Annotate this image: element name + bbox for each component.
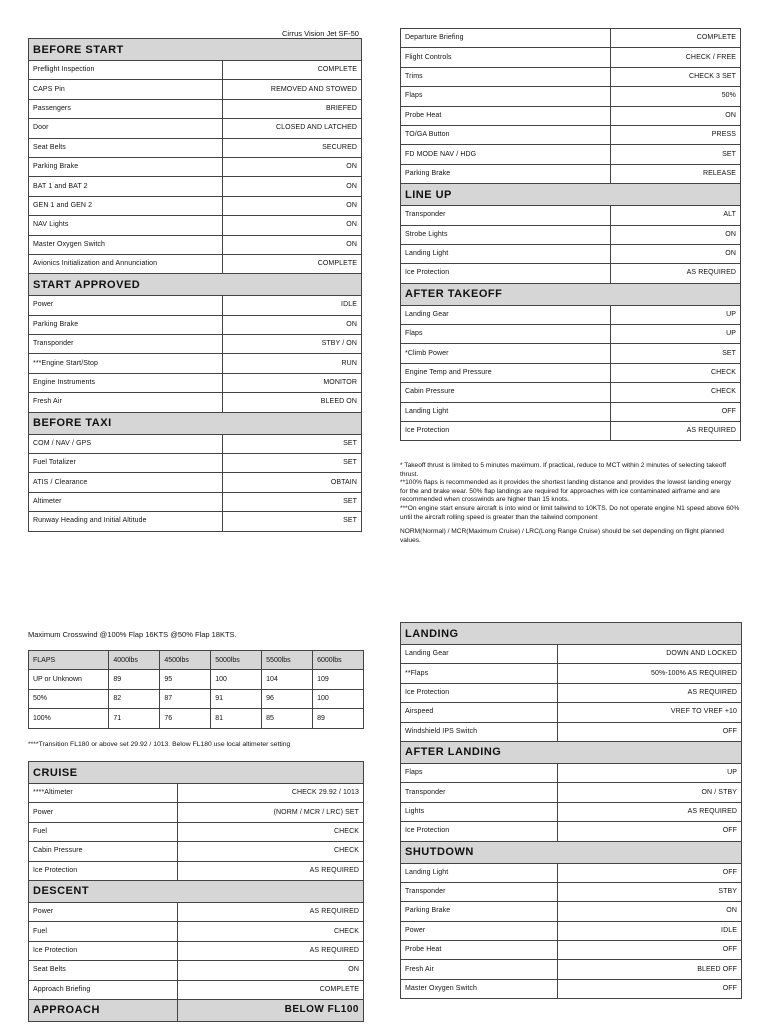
section-title: BEFORE TAXI: [29, 412, 362, 434]
checklist-row: [401, 344, 741, 363]
checklist-row: [29, 512, 362, 531]
section-header: [29, 880, 364, 902]
checklist-row: [401, 979, 742, 998]
checklist-item-value: OFF: [558, 979, 742, 998]
checklist-row: [29, 454, 362, 473]
section-start-approved: [29, 274, 362, 412]
checklist-item-value: COMPLETE: [223, 254, 362, 273]
checklist-item-label: Airspeed: [401, 703, 558, 722]
checklist-row: [401, 422, 741, 441]
checklist-row: [29, 335, 362, 354]
checklist-left-top: [28, 38, 362, 532]
crosswind-cell: 104: [262, 670, 313, 689]
checklist-row: [401, 664, 742, 683]
checklist-row: [401, 29, 741, 48]
checklist-item-label: Probe Heat: [401, 941, 558, 960]
section-after-takeoff: [401, 283, 741, 441]
checklist-item-value: AS REQUIRED: [178, 941, 364, 960]
checklist-item-label: FD MODE NAV / HDG: [401, 145, 611, 164]
checklist-item-value: SET: [223, 454, 362, 473]
checklist-row: [401, 683, 742, 702]
checklist-item-value: IDLE: [558, 921, 742, 940]
checklist-row: [401, 902, 742, 921]
checklist-item-label: Ice Protection: [29, 941, 178, 960]
crosswind-row: [29, 689, 364, 708]
checklist-row: [401, 363, 741, 382]
checklist-item-value: UP: [558, 763, 742, 782]
checklist-item-label: Ice Protection: [401, 422, 611, 441]
section-header: [401, 841, 742, 863]
checklist-item-value: AS REQUIRED: [178, 861, 364, 880]
checklist-item-label: Ice Protection: [401, 264, 611, 283]
checklist-item-value: OFF: [558, 863, 742, 882]
checklist-row: [29, 196, 362, 215]
checklist-row: [29, 61, 362, 80]
checklist-item-label: Avionics Initialization and Annunciation: [29, 254, 223, 273]
checklist-item-label: Fuel Totalizer: [29, 454, 223, 473]
note-engine-start: ***On engine start ensure aircraft is into wind or limit tailwind to 10KTS. Do not operate engine N1 speed above 60% until the aircraft rolling speed is greater than the tailwind component: [400, 504, 740, 521]
crosswind-header: 6000lbs: [313, 651, 364, 670]
checklist-item-label: Cabin Pressure: [29, 842, 178, 861]
checklist-row: [401, 305, 741, 324]
checklist-row: [29, 393, 362, 412]
checklist-item-label: Passengers: [29, 99, 223, 118]
checklist-item-value: OFF: [611, 402, 741, 421]
checklist-item-value: REMOVED AND STOWED: [223, 80, 362, 99]
checklist-row: [29, 177, 362, 196]
checklist-row: [401, 225, 741, 244]
checklist-row: [29, 315, 362, 334]
checklist-item-label: Fuel: [29, 922, 178, 941]
crosswind-caption: Maximum Crosswind @100% Flap 16KTS @50% Flap 18KTS.: [28, 630, 237, 639]
checklist-item-value: AS REQUIRED: [611, 422, 741, 441]
checklist-item-label: Parking Brake: [29, 315, 223, 334]
checklist-row: [29, 80, 362, 99]
checklist-item-label: Landing Light: [401, 244, 611, 263]
checklist-row: [401, 402, 741, 421]
crosswind-table: [28, 650, 364, 729]
checklist-item-label: Engine Instruments: [29, 373, 223, 392]
checklist-item-value: IDLE: [223, 296, 362, 315]
checklist-item-label: Probe Heat: [401, 106, 611, 125]
checklist-row: [29, 354, 362, 373]
checklist-item-value: SECURED: [223, 138, 362, 157]
checklist-item-label: CAPS Pin: [29, 80, 223, 99]
crosswind-cell: UP or Unknown: [29, 670, 109, 689]
section-shutdown: [401, 841, 742, 999]
checklist-item-value: (NORM / MCR / LRC) SET: [178, 803, 364, 822]
checklist-row: [401, 941, 742, 960]
checklist-item-label: Transponder: [401, 206, 611, 225]
section-title: LINE UP: [401, 184, 741, 206]
checklist-item-value: AS REQUIRED: [178, 902, 364, 921]
section-title: SHUTDOWN: [401, 841, 742, 863]
checklist-item-value: ON: [611, 106, 741, 125]
checklist-row: [401, 48, 741, 67]
checklist-item-label: Master Oxygen Switch: [401, 979, 558, 998]
checklist-row: [401, 125, 741, 144]
checklist-item-label: TO/GA Button: [401, 125, 611, 144]
section-line-up: [401, 184, 741, 284]
checklist-item-value: AS REQUIRED: [558, 802, 742, 821]
checklist-item-label: ***Engine Start/Stop: [29, 354, 223, 373]
checklist-item-label: Landing Gear: [401, 645, 558, 664]
crosswind-cell: 85: [262, 709, 313, 728]
section-landing: [401, 623, 742, 742]
checklist-row: [401, 244, 741, 263]
checklist-left-bottom: [28, 761, 364, 1022]
section-title: START APPROVED: [29, 274, 362, 296]
checklist-item-label: NAV Lights: [29, 216, 223, 235]
checklist-row: [401, 921, 742, 940]
crosswind-cell: 100%: [29, 709, 109, 728]
checklist-item-value: SET: [611, 344, 741, 363]
checklist-item-value: AS REQUIRED: [558, 683, 742, 702]
checklist-item-label: Flaps: [401, 763, 558, 782]
checklist-row: [29, 373, 362, 392]
checklist-item-value: CHECK 29.92 / 1013: [178, 784, 364, 803]
checklist-row: [401, 645, 742, 664]
checklist-item-value: COMPLETE: [178, 980, 364, 999]
checklist-item-label: GEN 1 and GEN 2: [29, 196, 223, 215]
section-header: [29, 274, 362, 296]
checklist-item-value: ON: [223, 177, 362, 196]
checklist-item-label: Flaps: [401, 325, 611, 344]
section-title: LANDING: [401, 623, 742, 645]
section-title: AFTER TAKEOFF: [401, 283, 741, 305]
checklist-item-label: Lights: [401, 802, 558, 821]
section-header-approach: [29, 999, 364, 1021]
checklist-item-label: ****Altimeter: [29, 784, 178, 803]
section-title: DESCENT: [29, 880, 364, 902]
checklist-item-label: Transponder: [29, 335, 223, 354]
note-takeoff-thrust: * Takeoff thrust is limited to 5 minutes maximum. If practical, reduce to MCT within 2 minutes of selecting takeoff thrust.: [400, 462, 727, 478]
checklist-item-label: Departure Briefing: [401, 29, 611, 48]
checklist-row: [29, 784, 364, 803]
checklist-row: [29, 138, 362, 157]
checklist-item-label: Parking Brake: [401, 902, 558, 921]
checklist-item-value: OFF: [558, 941, 742, 960]
checklist-item-label: Cabin Pressure: [401, 383, 611, 402]
checklist-item-value: CHECK: [178, 922, 364, 941]
checklist-item-label: Strobe Lights: [401, 225, 611, 244]
crosswind-header: 5500lbs: [262, 651, 313, 670]
checklist-item-value: RUN: [223, 354, 362, 373]
checklist-item-value: SET: [223, 434, 362, 453]
checklist-item-label: Fuel: [29, 822, 178, 841]
checklist-item-value: CHECK: [178, 842, 364, 861]
crosswind-cell: 82: [109, 689, 160, 708]
section-title: BEFORE START: [29, 39, 362, 61]
checklist-item-value: BRIEFED: [223, 99, 362, 118]
checklist-item-value: OFF: [558, 722, 742, 741]
checklist-item-label: Flight Controls: [401, 48, 611, 67]
crosswind-cell: 89: [313, 709, 364, 728]
checklist-item-label: Fresh Air: [29, 393, 223, 412]
checklist-row: [401, 106, 741, 125]
checklist-item-value: SET: [611, 145, 741, 164]
checklist-item-value: CHECK: [178, 822, 364, 841]
checklist-item-value: AS REQUIRED: [611, 264, 741, 283]
checklist-row: [29, 941, 364, 960]
checklist-item-value: ON: [611, 225, 741, 244]
checklist-row: [29, 842, 364, 861]
checklist-row: [29, 216, 362, 235]
crosswind-cell: 100: [211, 670, 262, 689]
checklist-item-value: ON / STBY: [558, 783, 742, 802]
checklist-item-label: **Flaps: [401, 664, 558, 683]
checklist-item-label: Runway Heading and Initial Altitude: [29, 512, 223, 531]
checklist-item-label: Power: [29, 902, 178, 921]
checklist-right-top: [400, 28, 741, 441]
section-header-value: BELOW FL100: [178, 999, 364, 1021]
checklist-row: [401, 882, 742, 901]
checklist-row: [401, 783, 742, 802]
crosswind-header: FLAPS: [29, 651, 109, 670]
checklist-row: [401, 802, 742, 821]
checklist-item-label: Parking Brake: [29, 157, 223, 176]
checklist-row: [29, 822, 364, 841]
checklist-row: [29, 473, 362, 492]
checklist-row: [29, 119, 362, 138]
checklist-item-value: OBTAIN: [223, 473, 362, 492]
checklist-row: [29, 980, 364, 999]
crosswind-cell: 100: [313, 689, 364, 708]
checklist-item-label: Altimeter: [29, 492, 223, 511]
section-before-takeoff: [401, 29, 741, 184]
checklist-row: [401, 822, 742, 841]
checklist-item-label: Windshield IPS Switch: [401, 722, 558, 741]
checklist-item-label: Landing Light: [401, 863, 558, 882]
checklist-item-value: OFF: [558, 822, 742, 841]
crosswind-cell: 95: [160, 670, 211, 689]
checklist-item-value: DOWN AND LOCKED: [558, 645, 742, 664]
footnotes: [400, 462, 740, 545]
section-header: [29, 762, 364, 784]
checklist-row: [29, 235, 362, 254]
crosswind-header: 4000lbs: [109, 651, 160, 670]
checklist-item-label: Ice Protection: [401, 683, 558, 702]
aircraft-title: Cirrus Vision Jet SF-50: [282, 29, 359, 38]
checklist-row: [401, 763, 742, 782]
checklist-item-value: SET: [223, 512, 362, 531]
section-title: CRUISE: [29, 762, 364, 784]
section-header: [29, 39, 362, 61]
section-title: APPROACH: [29, 999, 178, 1021]
crosswind-cell: 50%: [29, 689, 109, 708]
checklist-row: [401, 703, 742, 722]
checklist-item-label: Transponder: [401, 783, 558, 802]
checklist-item-label: Fresh Air: [401, 960, 558, 979]
checklist-item-value: ALT: [611, 206, 741, 225]
section-descent: [29, 880, 364, 999]
checklist-row: [401, 383, 741, 402]
crosswind-cell: 76: [160, 709, 211, 728]
checklist-item-label: *Climb Power: [401, 344, 611, 363]
checklist-item-value: UP: [611, 325, 741, 344]
checklist-item-value: CHECK / FREE: [611, 48, 741, 67]
checklist-item-value: ON: [558, 902, 742, 921]
checklist-row: [401, 67, 741, 86]
checklist-item-label: Door: [29, 119, 223, 138]
checklist-item-label: Ice Protection: [401, 822, 558, 841]
checklist-item-value: BLEED OFF: [558, 960, 742, 979]
checklist-item-label: ATIS / Clearance: [29, 473, 223, 492]
checklist-row: [29, 861, 364, 880]
checklist-row: [29, 434, 362, 453]
checklist-item-label: Seat Belts: [29, 961, 178, 980]
section-header: [401, 623, 742, 645]
checklist-item-value: CHECK: [611, 383, 741, 402]
checklist-item-value: STBY / ON: [223, 335, 362, 354]
crosswind-header: 5000lbs: [211, 651, 262, 670]
section-before-taxi: [29, 412, 362, 531]
checklist-row: [29, 99, 362, 118]
checklist-right-bottom: [400, 622, 742, 999]
checklist-item-label: Seat Belts: [29, 138, 223, 157]
crosswind-header: 4500lbs: [160, 651, 211, 670]
checklist-row: [401, 264, 741, 283]
checklist-item-value: 50%-100% AS REQUIRED: [558, 664, 742, 683]
checklist-item-label: COM / NAV / GPS: [29, 434, 223, 453]
section-cruise: [29, 762, 364, 881]
checklist-item-label: BAT 1 and BAT 2: [29, 177, 223, 196]
checklist-item-value: RELEASE: [611, 164, 741, 183]
checklist-item-value: ON: [223, 157, 362, 176]
section-header: [401, 184, 741, 206]
crosswind-cell: 91: [211, 689, 262, 708]
checklist-row: [29, 254, 362, 273]
crosswind-cell: 87: [160, 689, 211, 708]
checklist-item-value: ON: [178, 961, 364, 980]
checklist-item-label: Landing Gear: [401, 305, 611, 324]
checklist-item-label: Transponder: [401, 882, 558, 901]
checklist-item-value: PRESS: [611, 125, 741, 144]
checklist-item-value: ON: [223, 235, 362, 254]
checklist-item-value: SET: [223, 492, 362, 511]
checklist-item-label: Master Oxygen Switch: [29, 235, 223, 254]
checklist-item-label: Landing Light: [401, 402, 611, 421]
section-before-start: [29, 39, 362, 274]
note-flaps: **100% flaps is recommended as it provides the shortest landing distance and provides the lowest landing energy for the and brake wear. 50% flap landings are required for approaches with ice contaminated airframe and are recommended when crosswinds are higher than 15 knots.: [400, 479, 731, 504]
checklist-item-value: BLEED ON: [223, 393, 362, 412]
transition-note: ****Transition FL180 or above set 29.92 / 1013. Below FL180 use local altimeter setting: [28, 741, 291, 748]
checklist-item-label: Ice Protection: [29, 861, 178, 880]
checklist-row: [29, 157, 362, 176]
checklist-item-value: CHECK 3 SET: [611, 67, 741, 86]
checklist-row: [29, 902, 364, 921]
checklist-item-label: Approach Briefing: [29, 980, 178, 999]
checklist-item-label: Engine Temp and Pressure: [401, 363, 611, 382]
checklist-item-value: COMPLETE: [611, 29, 741, 48]
checklist-row: [401, 722, 742, 741]
section-header: [29, 412, 362, 434]
checklist-row: [401, 863, 742, 882]
checklist-item-value: VREF TO VREF +10: [558, 703, 742, 722]
checklist-row: [401, 206, 741, 225]
checklist-row: [401, 145, 741, 164]
checklist-item-value: MONITOR: [223, 373, 362, 392]
crosswind-cell: 96: [262, 689, 313, 708]
checklist-item-label: Flaps: [401, 87, 611, 106]
crosswind-cell: 71: [109, 709, 160, 728]
checklist-item-value: COMPLETE: [223, 61, 362, 80]
checklist-item-value: CHECK: [611, 363, 741, 382]
note-power-settings: NORM(Normal) / MCR(Maximum Cruise) / LRC(Long Range Cruise) should be set depending on flight planned values.: [400, 528, 724, 544]
section-title: AFTER LANDING: [401, 741, 742, 763]
checklist-item-value: ON: [223, 315, 362, 334]
checklist-row: [29, 961, 364, 980]
crosswind-row: [29, 670, 364, 689]
checklist-item-value: CLOSED AND LATCHED: [223, 119, 362, 138]
checklist-item-label: Power: [29, 296, 223, 315]
crosswind-header-row: [29, 651, 364, 670]
checklist-row: [401, 87, 741, 106]
checklist-item-value: STBY: [558, 882, 742, 901]
checklist-item-value: 50%: [611, 87, 741, 106]
crosswind-cell: 89: [109, 670, 160, 689]
checklist-item-value: ON: [223, 196, 362, 215]
checklist-item-label: Trims: [401, 67, 611, 86]
checklist-row: [29, 492, 362, 511]
checklist-row: [401, 164, 741, 183]
checklist-row: [29, 803, 364, 822]
checklist-item-label: Power: [401, 921, 558, 940]
checklist-row: [29, 922, 364, 941]
checklist-item-value: ON: [223, 216, 362, 235]
checklist-item-value: UP: [611, 305, 741, 324]
checklist-row: [401, 960, 742, 979]
checklist-row: [401, 325, 741, 344]
section-after-landing: [401, 741, 742, 841]
checklist-item-label: Preflight Inspection: [29, 61, 223, 80]
checklist-item-label: Parking Brake: [401, 164, 611, 183]
crosswind-row: [29, 709, 364, 728]
checklist-row: [29, 296, 362, 315]
checklist-item-value: ON: [611, 244, 741, 263]
checklist-item-label: Power: [29, 803, 178, 822]
crosswind-cell: 81: [211, 709, 262, 728]
section-header: [401, 741, 742, 763]
section-header: [401, 283, 741, 305]
crosswind-cell: 109: [313, 670, 364, 689]
